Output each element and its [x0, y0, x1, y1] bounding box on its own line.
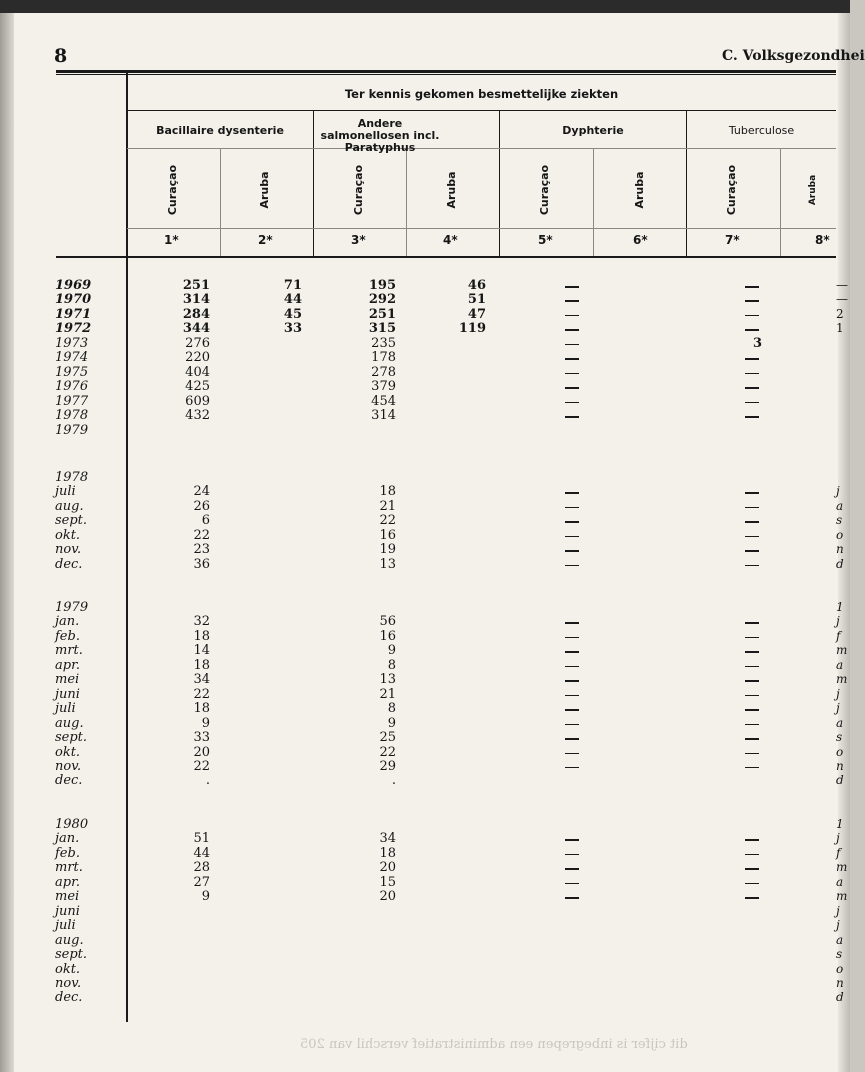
- row-label-month: juli: [55, 701, 76, 717]
- cell-bacillaire-curacao: 34: [193, 672, 210, 688]
- cell-salmonellosen-curacao: 454: [371, 393, 396, 409]
- group-header-dysenterie: Bacillaire dysenterie: [156, 124, 284, 137]
- cell-bacillaire-curacao: 284: [182, 306, 210, 322]
- dash-tuberculose-curacao: [745, 315, 759, 317]
- row-label-month: okt.: [55, 527, 81, 543]
- subcol-aruba-2: Aruba: [258, 171, 271, 209]
- cell-bacillaire-curacao: 276: [185, 335, 210, 351]
- row-label-year: 1969: [55, 278, 92, 293]
- cell-salmonellosen-curacao: 21: [379, 498, 396, 514]
- dash-tuberculose-curacao: [745, 868, 759, 870]
- row-label-month: nov.: [55, 542, 82, 558]
- col-number-4: 4*: [443, 233, 458, 247]
- dash-tuberculose-curacao: [745, 358, 759, 360]
- col-number-6: 6*: [633, 233, 648, 247]
- row-label-month: okt.: [55, 961, 81, 977]
- dash-dyphterie-curacao: [565, 550, 579, 552]
- row-label-year: 1978: [55, 408, 89, 424]
- dash-dyphterie-curacao: [565, 854, 579, 856]
- cell-bacillaire-curacao: 9: [201, 715, 210, 731]
- right-edge-fragment: —: [836, 292, 848, 307]
- cell-salmonellosen-curacao: 235: [371, 335, 396, 351]
- dash-tuberculose-curacao: [745, 300, 759, 302]
- col-number-8: 8*: [815, 233, 830, 247]
- sub-divider-4: [780, 148, 781, 256]
- subcol-aruba-6: Aruba: [633, 171, 646, 209]
- row-label-month: dec.: [55, 556, 83, 572]
- dash-dyphterie-curacao: [565, 565, 579, 567]
- dash-tuberculose-curacao: [745, 492, 759, 494]
- row-label-year-heading: 1979: [55, 600, 89, 615]
- bleed-through-text: dit cijfer is inbegrepen een administratief verschil van 205: [300, 1037, 688, 1052]
- dash-tuberculose-curacao: [745, 897, 759, 899]
- dash-dyphterie-curacao: [565, 300, 579, 302]
- cell-bacillaire-curacao: 404: [185, 364, 210, 380]
- binding-edge: [0, 0, 14, 1072]
- dash-dyphterie-curacao: [565, 416, 579, 418]
- cell-salmonellosen-curacao: 20: [379, 889, 396, 905]
- dash-dyphterie-curacao: [565, 315, 579, 317]
- right-edge-fragment: a: [836, 874, 844, 889]
- dash-tuberculose-curacao: [745, 550, 759, 552]
- cell-salmonellosen-curacao: 315: [368, 321, 396, 337]
- row-label-year: 1973: [55, 335, 89, 351]
- right-edge-fragment: m: [836, 672, 848, 687]
- right-edge-fragment: j: [836, 701, 840, 716]
- header-bottom-rule: [56, 256, 836, 258]
- dash-tuberculose-curacao: [745, 767, 759, 769]
- cell-bacillaire-curacao: 18: [193, 657, 210, 673]
- subcol-aruba-8: Aruba: [808, 174, 818, 206]
- group-header-tuberculose: Tuberculose: [728, 124, 795, 137]
- dash-dyphterie-curacao: [565, 344, 579, 346]
- dash-dyphterie-curacao: [565, 767, 579, 769]
- dash-dyphterie-curacao: [565, 868, 579, 870]
- cell-salmonellosen-curacao: 16: [379, 628, 396, 644]
- cell-salmonellosen-aruba: 46: [467, 278, 486, 293]
- dash-tuberculose-curacao: [745, 680, 759, 682]
- cell-salmonellosen-curacao: 178: [371, 350, 396, 366]
- group-divider-1: [313, 110, 314, 256]
- subcol-curacao-3: Curaçao: [352, 164, 365, 216]
- row-label-month: feb.: [55, 628, 80, 644]
- cell-bacillaire-curacao: 22: [193, 758, 210, 774]
- right-edge-fragment: j: [836, 918, 840, 933]
- dash-dyphterie-curacao: [565, 839, 579, 841]
- right-edge-fragment: j: [836, 614, 840, 629]
- row-label-month: dec.: [55, 990, 83, 1006]
- cell-salmonellosen-aruba: 51: [467, 292, 486, 308]
- row-label-month: mrt.: [55, 860, 83, 876]
- cell-bacillaire-aruba: 71: [283, 278, 302, 293]
- right-edge-fragment: j: [836, 903, 840, 918]
- dash-dyphterie-curacao: [565, 492, 579, 494]
- cell-salmonellosen-curacao: 13: [379, 556, 396, 572]
- dash-dyphterie-curacao: [565, 883, 579, 885]
- cell-salmonellosen-curacao: 18: [379, 484, 396, 500]
- top-rule: [56, 70, 836, 73]
- cell-bacillaire-curacao: 609: [185, 393, 210, 409]
- right-edge-fragment: n: [836, 975, 844, 990]
- cell-salmonellosen-curacao: 20: [379, 860, 396, 876]
- subcol-curacao-7: Curaçao: [725, 164, 738, 216]
- cell-salmonellosen-curacao: 8: [387, 657, 396, 673]
- dash-tuberculose-curacao: [745, 854, 759, 856]
- cell-salmonellosen-curacao: 18: [379, 845, 396, 861]
- dash-dyphterie-curacao: [565, 680, 579, 682]
- cell-bacillaire-curacao: 18: [193, 701, 210, 717]
- right-edge-fragment: a: [836, 498, 844, 513]
- right-edge-fragment: j: [836, 831, 840, 846]
- dash-tuberculose-curacao: [745, 709, 759, 711]
- row-label-month: nov.: [55, 758, 82, 774]
- right-edge-fragment: 1: [836, 321, 844, 336]
- right-edge-fragment: j: [836, 686, 840, 701]
- cell-salmonellosen-aruba: 119: [458, 321, 486, 337]
- dash-tuberculose-curacao: [745, 666, 759, 668]
- cell-bacillaire-curacao: 220: [185, 350, 210, 366]
- right-edge-fragment: s: [836, 947, 843, 962]
- row-label-year: 1975: [55, 364, 89, 380]
- row-label-month: nov.: [55, 975, 82, 991]
- cell-bacillaire-curacao: 251: [182, 278, 210, 293]
- right-edge-fragment: o: [836, 744, 844, 759]
- right-edge-fragment: s: [836, 513, 843, 528]
- dash-dyphterie-curacao: [565, 724, 579, 726]
- main-header: Ter kennis gekomen besmettelijke ziekten: [344, 87, 619, 101]
- group-header-dyphterie: Dyphterie: [562, 124, 624, 137]
- dash-tuberculose-curacao: [745, 753, 759, 755]
- row-label-month: sept.: [55, 730, 88, 746]
- cell-bacillaire-curacao: 44: [193, 845, 210, 861]
- cell-salmonellosen-curacao: 278: [371, 364, 396, 380]
- dash-dyphterie-curacao: [565, 536, 579, 538]
- dash-tuberculose-curacao: [745, 536, 759, 538]
- dash-tuberculose-curacao: [745, 565, 759, 567]
- cell-salmonellosen-curacao: .: [391, 773, 396, 789]
- cell-salmonellosen-curacao: 195: [368, 278, 396, 293]
- cell-bacillaire-curacao: 33: [193, 730, 210, 746]
- dash-dyphterie-curacao: [565, 651, 579, 653]
- dash-dyphterie-curacao: [565, 897, 579, 899]
- cell-salmonellosen-aruba: 47: [467, 306, 486, 322]
- dash-dyphterie-curacao: [565, 373, 579, 375]
- right-edge-fragment: s: [836, 730, 843, 745]
- right-edge-fragment: m: [836, 889, 848, 904]
- row-label-year: 1970: [55, 292, 92, 308]
- cell-bacillaire-curacao: 432: [185, 408, 210, 424]
- subcol-curacao-5: Curaçao: [538, 164, 551, 216]
- right-edge-fragment: f: [836, 845, 841, 860]
- dash-dyphterie-curacao: [565, 402, 579, 404]
- cell-salmonellosen-curacao: 8: [387, 701, 396, 717]
- right-edge-fragment: f: [836, 628, 841, 643]
- subcol-curacao-1: Curaçao: [166, 164, 179, 216]
- right-edge-fragment: n: [836, 542, 844, 557]
- dash-dyphterie-curacao: [565, 521, 579, 523]
- row-label-month: jan.: [55, 614, 80, 630]
- dash-tuberculose-curacao: [745, 724, 759, 726]
- cell-bacillaire-curacao: 22: [193, 527, 210, 543]
- row-label-year: 1976: [55, 379, 89, 395]
- top-strip: [0, 0, 850, 13]
- cell-bacillaire-curacao: 314: [182, 292, 210, 308]
- cell-bacillaire-curacao: 51: [193, 831, 210, 847]
- page-number: 8: [54, 45, 68, 67]
- cell-bacillaire-curacao: 36: [193, 556, 210, 572]
- dash-tuberculose-curacao: [745, 651, 759, 653]
- right-edge-fragment: 1: [836, 817, 844, 831]
- dash-tuberculose-curacao: [745, 738, 759, 740]
- right-edge-fragment: j: [836, 484, 840, 499]
- dash-dyphterie-curacao: [565, 695, 579, 697]
- col-number-2: 2*: [258, 233, 273, 247]
- dash-dyphterie-curacao: [565, 666, 579, 668]
- stub-divider: [126, 72, 128, 1022]
- row-label-year: 1972: [55, 321, 92, 337]
- cell-salmonellosen-curacao: 25: [379, 730, 396, 746]
- row-label-month: sept.: [55, 513, 88, 529]
- dash-dyphterie-curacao: [565, 507, 579, 509]
- dash-tuberculose-curacao: [745, 839, 759, 841]
- cell-bacillaire-aruba: 33: [283, 321, 302, 337]
- dash-tuberculose-curacao: [745, 387, 759, 389]
- dash-tuberculose-curacao: [745, 507, 759, 509]
- dash-dyphterie-curacao: [565, 286, 579, 288]
- row-label-month: aug.: [55, 932, 84, 948]
- cell-bacillaire-curacao: 28: [193, 860, 210, 876]
- col-number-3: 3*: [351, 233, 366, 247]
- cell-salmonellosen-curacao: 29: [379, 758, 396, 774]
- cell-salmonellosen-curacao: 292: [368, 292, 396, 308]
- subcol-aruba-4: Aruba: [445, 171, 458, 209]
- row-label-month: sept.: [55, 947, 88, 963]
- cell-salmonellosen-curacao: 9: [387, 643, 396, 659]
- cell-bacillaire-curacao: 26: [193, 498, 210, 514]
- dash-tuberculose-curacao: [745, 622, 759, 624]
- cell-salmonellosen-curacao: 9: [387, 715, 396, 731]
- row-label-month: aug.: [55, 715, 84, 731]
- section-title: C. Volksgezondhei: [722, 48, 865, 64]
- row-label-year: 1979: [55, 422, 89, 438]
- row-label-month: mei: [55, 889, 80, 905]
- row-label-month: apr.: [55, 657, 80, 673]
- row-label-year-heading: 1978: [55, 470, 89, 485]
- right-edge-fragment: a: [836, 715, 844, 730]
- col-number-1: 1*: [164, 233, 179, 247]
- cell-bacillaire-curacao: 27: [193, 874, 210, 890]
- cell-bacillaire-curacao: 23: [193, 542, 210, 558]
- right-edge-fragment: o: [836, 961, 844, 976]
- row-label-year: 1974: [55, 350, 89, 366]
- dash-dyphterie-curacao: [565, 753, 579, 755]
- row-label-year-heading: 1980: [55, 817, 89, 832]
- dash-tuberculose-curacao: [745, 695, 759, 697]
- dash-dyphterie-curacao: [565, 709, 579, 711]
- cell-bacillaire-curacao: 32: [193, 614, 210, 630]
- row-label-month: dec.: [55, 773, 83, 789]
- col-number-5: 5*: [538, 233, 553, 247]
- dash-tuberculose-curacao: [745, 373, 759, 375]
- dash-dyphterie-curacao: [565, 622, 579, 624]
- dash-dyphterie-curacao: [565, 637, 579, 639]
- cell-salmonellosen-curacao: 22: [379, 744, 396, 760]
- cell-tuberculose-curacao: 3: [752, 335, 762, 351]
- cell-salmonellosen-curacao: 19: [379, 542, 396, 558]
- cell-salmonellosen-curacao: 16: [379, 527, 396, 543]
- cell-bacillaire-curacao: 14: [193, 643, 210, 659]
- right-edge-fragment: d: [836, 556, 844, 571]
- cell-bacillaire-curacao: 22: [193, 686, 210, 702]
- right-edge-fragment: a: [836, 932, 844, 947]
- col-number-7: 7*: [725, 233, 740, 247]
- dash-tuberculose-curacao: [745, 286, 759, 288]
- cell-bacillaire-aruba: 45: [283, 306, 302, 322]
- cell-salmonellosen-curacao: 13: [379, 672, 396, 688]
- right-edge-fragment: d: [836, 773, 844, 788]
- cell-bacillaire-curacao: 20: [193, 744, 210, 760]
- dash-tuberculose-curacao: [745, 416, 759, 418]
- dash-dyphterie-curacao: [565, 358, 579, 360]
- dash-tuberculose-curacao: [745, 402, 759, 404]
- right-edge-fragment: 2: [836, 306, 844, 321]
- right-edge-fragment: m: [836, 643, 848, 658]
- sub-divider-3: [593, 148, 594, 256]
- right-edge-fragment: 1: [836, 600, 844, 614]
- cell-salmonellosen-curacao: 34: [379, 831, 396, 847]
- cell-bacillaire-curacao: .: [205, 773, 210, 789]
- cell-salmonellosen-curacao: 15: [379, 874, 396, 890]
- cell-salmonellosen-curacao: 379: [371, 379, 396, 395]
- cell-bacillaire-curacao: 18: [193, 628, 210, 644]
- cell-bacillaire-curacao: 425: [185, 379, 210, 395]
- cell-salmonellosen-curacao: 314: [371, 408, 396, 424]
- sub-divider-1: [220, 148, 221, 256]
- dash-dyphterie-curacao: [565, 387, 579, 389]
- dash-tuberculose-curacao: [745, 883, 759, 885]
- row-label-month: apr.: [55, 874, 80, 890]
- dash-tuberculose-curacao: [745, 329, 759, 331]
- right-edge-fragment: d: [836, 990, 844, 1005]
- dash-dyphterie-curacao: [565, 329, 579, 331]
- cell-salmonellosen-curacao: 251: [368, 306, 396, 322]
- row-label-month: juni: [55, 686, 80, 702]
- row-label-month: juli: [55, 918, 76, 934]
- cell-bacillaire-curacao: 6: [201, 513, 210, 529]
- row-label-month: mrt.: [55, 643, 83, 659]
- right-edge-fragment: —: [836, 278, 848, 292]
- sub-divider-2: [406, 148, 407, 256]
- row-label-month: aug.: [55, 498, 84, 514]
- row-label-month: juli: [55, 484, 76, 500]
- cell-bacillaire-curacao: 9: [201, 889, 210, 905]
- cell-bacillaire-aruba: 44: [283, 292, 302, 308]
- cell-salmonellosen-curacao: 22: [379, 513, 396, 529]
- row-label-month: feb.: [55, 845, 80, 861]
- row-label-month: juni: [55, 903, 80, 919]
- group-header-salmonellosen: Andere salmonellosen incl. Paratyphus: [320, 117, 440, 154]
- cell-bacillaire-curacao: 24: [193, 484, 210, 500]
- top-rule-thin: [56, 74, 836, 75]
- row-label-month: mei: [55, 672, 80, 688]
- right-edge-fragment: o: [836, 527, 844, 542]
- dash-tuberculose-curacao: [745, 637, 759, 639]
- row-label-year: 1971: [55, 306, 92, 322]
- header-rule: [127, 110, 836, 111]
- row-label-year: 1977: [55, 393, 89, 409]
- cell-bacillaire-curacao: 344: [182, 321, 210, 337]
- dash-tuberculose-curacao: [745, 521, 759, 523]
- right-edge-fragment: a: [836, 657, 844, 672]
- row-label-month: jan.: [55, 831, 80, 847]
- cell-salmonellosen-curacao: 21: [379, 686, 396, 702]
- right-edge-fragment: m: [836, 860, 848, 875]
- cell-salmonellosen-curacao: 56: [379, 614, 396, 630]
- dash-dyphterie-curacao: [565, 738, 579, 740]
- right-edge-fragment: n: [836, 758, 844, 773]
- row-label-month: okt.: [55, 744, 81, 760]
